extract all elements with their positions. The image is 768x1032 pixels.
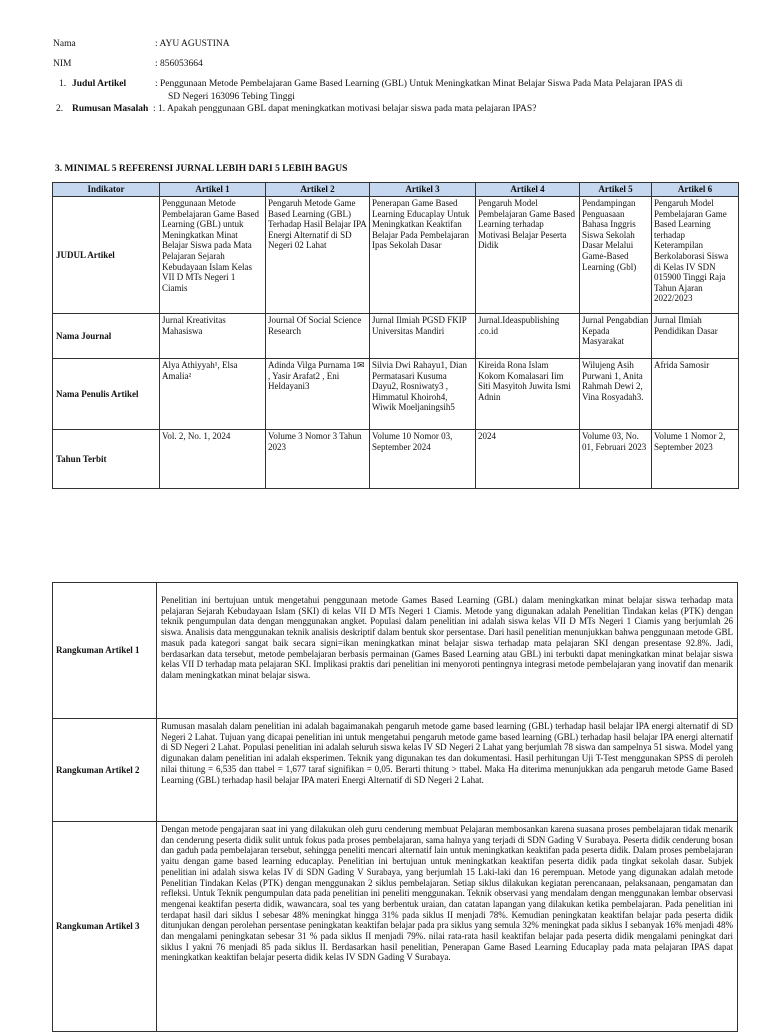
table-cell: Penggunaan Metode Pembelajaran Game Based Learning (GBL) untuk Meningkatkan Minat Belajar Siswa pada Mata Pelajaran Sejarah Kebudayaan Islam Kelas VII D MTs Negeri 1 Ciamis: [160, 197, 266, 314]
table-cell: Penerapan Game Based Learning Educaplay Untuk Meningkatkan Keaktifan Belajar Pada Pembelajaran Ipas Sekolah Dasar: [370, 197, 476, 314]
table-cell: Volume 3 Nomor 3 Tahun 2023: [266, 430, 370, 489]
table-cell: Jurnal Ilmiah Pendidikan Dasar: [652, 314, 739, 359]
summary-table: [52, 582, 738, 1032]
table-row-judul: [53, 197, 739, 314]
table-cell: Pengaruh Model Pembelajaran Game Based Learning terhadap Keterampilan Berkolaborasi Siswa di Kelas IV SDN 015900 Tinggi Raja Tahun Ajaran 2022/2023: [652, 197, 739, 314]
nim-value: : 856053664: [155, 59, 203, 69]
summary-row: [53, 583, 738, 719]
table-cell: Pengaruh Model Pembelajaran Game Based Learning terhadap Motivasi Belajar Peserta Didik: [476, 197, 580, 314]
summary-label-1: Rangkuman Artikel 1: [53, 583, 157, 719]
reference-table-header-row: [53, 183, 739, 197]
summary-label-2: Rangkuman Artikel 2: [53, 719, 157, 822]
rumusan-masalah-value: : 1. Apakah penggunaan GBL dapat meningkatkan motivasi belajar siswa pada mata pelajaran IPAS?: [153, 104, 537, 114]
header-artikel-5: Artikel 5: [580, 183, 652, 197]
header-artikel-2: Artikel 2: [266, 183, 370, 197]
name-value: : AYU AGUSTINA: [155, 39, 230, 49]
row-label-journal: Nama Journal: [53, 314, 160, 359]
table-cell: Volume 1 Nomor 2, September 2023: [652, 430, 739, 489]
table-cell: 2024: [476, 430, 580, 489]
section3-heading: 3. MINIMAL 5 REFERENSI JURNAL LEBIH DARI 5 LEBIH BAGUS: [55, 164, 348, 174]
table-cell: Pengaruh Metode Game Based Learning (GBL) Terhadap Hasil Belajar IPA Energi Alternatif di SD Negeri 02 Lahat: [266, 197, 370, 314]
header-artikel-3: Artikel 3: [370, 183, 476, 197]
row-label-judul: JUDUL Artikel: [53, 197, 160, 314]
nim-label: NIM: [53, 59, 72, 69]
reference-table: [52, 182, 739, 489]
table-cell: Jurnal Ilmiah PGSD FKIP Universitas Mandiri: [370, 314, 476, 359]
table-cell: Silvia Dwi Rahayu1, Dian Permatasari Kusuma Dayu2, Rosniwaty3 , Himmatul Khoiroh4, Wiwik Moeljaningsih5: [370, 359, 476, 430]
table-cell: Afrida Samosir: [652, 359, 739, 430]
header-artikel-1: Artikel 1: [160, 183, 266, 197]
table-cell: Jurnal Pengabdian Kepada Masyarakat: [580, 314, 652, 359]
table-cell: Jurnal Kreativitas Mahasiswa: [160, 314, 266, 359]
table-cell: Vol. 2, No. 1, 2024: [160, 430, 266, 489]
table-cell: Volume 03, No. 01, Februari 2023: [580, 430, 652, 489]
summary-row: [53, 719, 738, 822]
judul-artikel-line1: : Penggunaan Metode Pembelajaran Game Based Learning (GBL) Untuk Meningkatkan Minat Belajar Siswa Pada Mata Pelajaran IPAS di: [155, 79, 683, 89]
table-cell: Wilujeng Asih Purwani 1, Anita Rahmah Dewi 2, Vina Rosyadah3.: [580, 359, 652, 430]
name-label: Nama: [53, 39, 76, 49]
judul-artikel-line2: SD Negeri 163096 Tebing Tinggi: [168, 92, 295, 102]
table-cell: Alya Athiyyah¹, Elsa Amalia²: [160, 359, 266, 430]
summary-row: [53, 822, 738, 1032]
table-cell: Jurnal.Ideaspublishing .co.id: [476, 314, 580, 359]
table-cell: Pendampingan Penguasaan Bahasa Inggris Siswa Sekolah Dasar Melalui Game-Based Learning (Gbl): [580, 197, 652, 314]
item2-number: 2.: [56, 104, 64, 114]
table-row-tahun: [53, 430, 739, 489]
table-cell: Volume 10 Nomor 03, September 2024: [370, 430, 476, 489]
header-artikel-6: Artikel 6: [652, 183, 739, 197]
judul-artikel-label: Judul Artikel: [72, 79, 127, 89]
summary-text-3: Dengan metode pengajaran saat ini yang dilakukan oleh guru cenderung membuat Pelajaran membosankan karena suasana proses pembelajaran tidak menarik dan cenderung peserta didik sulit untuk fokus pada proses pembelajaran, sama halnya yang terjadi di SDN Gading V Surabaya. Peserta didik cenderung bosan dan gaduh pada pembelajaran tersebut, sehingga peneliti mencari alternatif lain untuk meningkatkan keaktifan pada peserta didik. Dalam proses pembelajaran yaitu dengan game based learning educaplay. Penelitian ini bertujuan untuk meningkatkan keaktifan peserta didik pada tingkat sekolah dasar. Subjek penelitian ini adalah siswa kelas IV di SDN Gading V Surabaya, yang berjumlah 15 Laki-laki dan 16 perempuan. Metode yang digunakan adalah metode Penelitian Tindakan Kelas (PTK) dengan menggunakan 2 siklus pembelajaran. Setiap siklus dilakukan kegiatan perencanaan, pelaksanaan, pengamatan dan refleksi. Untuk Teknik pengumpulan data pada penelitian ini peneliti menggunakan. Teknik observasi yang mendalam dengan menggunakan lembar observasi mengenai keaktifan peserta didik, wawancara, soal tes yang berbentuk uraian, dan catatan lapangan yang dilakukan ketika pembelajaran. Pada penelitian ini terdapat hasil dari siklus I sebesar 48% meningkat hingga 31% pada siklus II menjadi 78%. Kemudian peningkatan keaktifan belajar pada peserta didik ditunjukan dengan perolehan persentase peningkatan keaktifan belajar pada pra siklus yang semula 32% meningkat pada siklus I sebanyak 16% menjadi 48% dan mengalami peningkatan sebesar 31 % pada siklus II menjadi 79%. nilai rata-rata hasil keaktifan belajar pada peserta didik mengalami peningkat dari siklus I yakni 76 menjadi 85 pada siklus II. Berdasarkan hasil penelitian, Penerapan Game Based Learning Educaplay pada mata pelajaran IPAS dapat meningkatkan keaktifan belajar peserta didik kelas IV SDN Gading V Surabaya.: [157, 822, 738, 1032]
summary-text-1: Penelitian ini bertujuan untuk mengetahui penggunaan metode Games Based Learning (GBL) dalam meningkatkan minat belajar siswa terhadap mata pelajaran Sejarah Kebudayaan Islam (SKI) di kelas VII D MTs Negeri 1 Ciamis. Metode yang digunakan adalah Penelitian Tindakan kelas (PTK) dengan teknik pengumpulan data dengan menggunakan angket. Populasi dalam penelitian ini adalah siswa kelas VII D MTs Negeri 1 Ciamis yang berjumlah 26 siswa. Analisis data menggunakan teknik analisis deskriptif dalam bentuk skor persentase. Dari hasil penelitian menunjukkan bahwa penggunaan metode GBL masuk pada kategori sangat baik secara signi=ikan meningkatkan minat belajar siswa terhadap mata pelajaran SKI dengan presentase 92.8%. Jadi, berdasarkan data tersebut, metode pembelajaran berbasis permainan (Games Based Learning atau GBL) ini terbukti dapat meningkatkan minat belajar siswa kelas VII D terhadap mata pelajaran SKI. Implikasi praktis dari penelitian ini menyoroti pentingnya integrasi metode pembelajaran yang inovatif dan menarik dalam meningkatkan minat belajar siswa.: [157, 583, 738, 719]
table-cell: Kireida Rona Islam Kokom Komalasari Iim Siti Masyitoh Juwita Ismi Adnin: [476, 359, 580, 430]
item1-number: 1.: [59, 79, 67, 89]
header-indikator: Indikator: [53, 183, 160, 197]
table-cell: Journal Of Social Science Research: [266, 314, 370, 359]
table-row-journal: [53, 314, 739, 359]
summary-label-3: Rangkuman Artikel 3: [53, 822, 157, 1032]
row-label-penulis: Nama Penulis Artikel: [53, 359, 160, 430]
row-label-tahun: Tahun Terbit: [53, 430, 160, 489]
header-artikel-4: Artikel 4: [476, 183, 580, 197]
table-cell: Adinda Vilga Purnama 1✉ , Yasir Arafat2 , Eni Heldayani3: [266, 359, 370, 430]
rumusan-masalah-label: Rumusan Masalah: [72, 104, 149, 114]
table-row-penulis: [53, 359, 739, 430]
summary-text-2: Rumusan masalah dalam penelitian ini adalah bagaimanakah pengaruh metode game based learning (GBL) terhadap hasil belajar IPA energi alternatif di SD Negeri 2 Lahat. Tujuan yang dicapai penelitian ini untuk mengetahui pengaruh metode game based learning (GBL) terhadap hasil belajar IPA energi alternatif di SD Negeri 2 Lahat. Populasi penelitian ini adalah seluruh siswa kelas IV SD Negeri 2 Lahat yang berjumlah 78 siswa dan sampelnya 51 siswa. Model yang digunakan dalam penelitian ini adalah eksperimen. Teknik yang digunakan tes dan dokumentasi. Hasil perhitungan Uji T-Test menggunakan SPSS di peroleh nilai thitung = 6,535 dan ttabel = 1,677 taraf signifikan = 0,05. Berarti thitung > ttabel. Maka Ha diterima menunjukkan ada pengaruh metode Game Based Learning (GBL) terhadap hasil belajar IPA materi Energi Alternatif di SD Negeri 2 Lahat.: [157, 719, 738, 822]
